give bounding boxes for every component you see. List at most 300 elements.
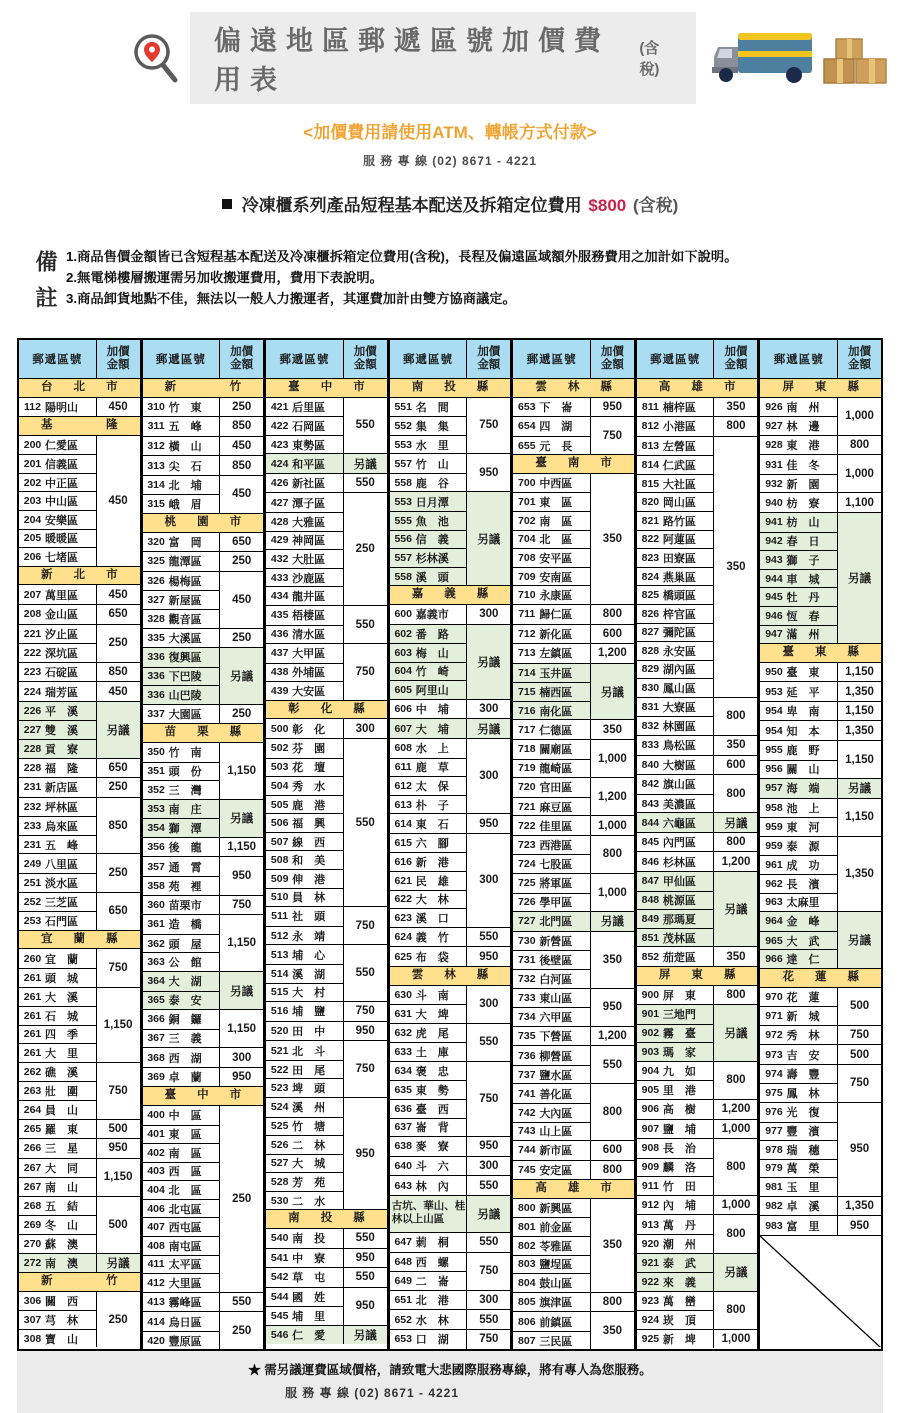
district-group-row <box>513 1045 634 1083</box>
postal-code: 526 <box>270 1138 289 1151</box>
district-cell <box>19 1081 96 1100</box>
district-group-row <box>143 647 264 704</box>
district-group-row <box>513 1026 634 1046</box>
district-cell <box>637 928 714 947</box>
district-cell <box>143 1273 220 1292</box>
district-cell <box>760 436 837 455</box>
district-group-row <box>760 397 881 435</box>
district-name: 南 州 <box>786 401 820 414</box>
postal-code: 648 <box>394 1255 412 1268</box>
postal-code: 556 <box>394 533 412 546</box>
postal-code: 503 <box>270 761 289 774</box>
district-name: 烏日區 <box>168 1316 202 1329</box>
postal-code: 540 <box>270 1232 289 1245</box>
postal-code: 717 <box>518 723 536 736</box>
district-cells <box>760 779 837 798</box>
district-name: 獅 潭 <box>168 823 202 836</box>
postal-code: 207 <box>23 588 42 601</box>
district-name: 名 間 <box>415 401 449 414</box>
district-cells <box>760 398 837 435</box>
district-name: 斗 南 <box>415 989 449 1002</box>
postal-code: 427 <box>270 496 289 509</box>
postal-code: 310 <box>147 400 165 413</box>
region-section-header: 臺中市 <box>266 378 387 397</box>
district-cell <box>19 510 96 529</box>
surcharge-amount-cell: 950 <box>219 1068 263 1087</box>
postal-code: 261 <box>23 1009 42 1022</box>
district-cells <box>513 932 590 988</box>
district-cells <box>390 625 467 699</box>
postal-code: 267 <box>23 1161 42 1174</box>
district-cell <box>637 1234 714 1253</box>
district-cells <box>637 1254 714 1291</box>
postal-code: 320 <box>147 535 165 548</box>
district-cells <box>637 1196 714 1215</box>
district-cell <box>143 1199 220 1218</box>
district-name: 茄萣區 <box>662 951 696 964</box>
postal-code: 308 <box>23 1332 42 1345</box>
postal-code: 261 <box>23 1028 42 1041</box>
district-cell <box>513 1331 590 1350</box>
district-name: 桃源區 <box>662 895 696 908</box>
surcharge-amount-cell: 1,150 <box>219 915 263 971</box>
surcharge-amount-cell: 1,150 <box>837 799 881 836</box>
district-cells <box>513 1141 590 1160</box>
postal-code: 905 <box>641 1084 660 1097</box>
district-cell <box>266 1002 343 1021</box>
postal-code: 266 <box>23 1142 42 1155</box>
district-cell <box>760 625 837 644</box>
postal-code: 327 <box>147 594 165 607</box>
surcharge-amount-cell: 650 <box>219 533 263 552</box>
district-group-row <box>637 1253 758 1291</box>
district-cells <box>143 838 220 857</box>
district-group-row <box>390 1290 511 1310</box>
district-cells <box>19 682 96 701</box>
postal-code: 252 <box>23 895 42 908</box>
district-cell <box>637 474 714 493</box>
region-section-header: 花蓮縣 <box>760 968 881 987</box>
district-cells <box>266 1288 343 1325</box>
district-cell <box>760 1006 837 1025</box>
surcharge-amount-cell: 250 <box>96 778 140 797</box>
district-cell <box>513 664 590 683</box>
district-cell <box>143 1106 220 1125</box>
district-group-row <box>266 1097 387 1209</box>
district-cells <box>19 436 96 566</box>
district-cell <box>637 585 714 604</box>
district-cell <box>143 934 220 953</box>
district-name: 新興區 <box>539 1203 573 1216</box>
district-cells <box>637 1062 714 1099</box>
postal-code: 920 <box>641 1237 660 1250</box>
district-name: 虎 尾 <box>415 1027 449 1040</box>
district-cells <box>143 533 220 552</box>
district-group-row <box>390 927 511 947</box>
district-cell <box>513 778 590 797</box>
postal-code: 848 <box>641 894 660 907</box>
district-group-row <box>637 397 758 417</box>
postal-code: 365 <box>147 994 165 1007</box>
district-cell <box>143 1293 220 1312</box>
district-name: 深坑區 <box>45 647 78 660</box>
district-name: 龍井區 <box>292 591 326 604</box>
district-cell <box>637 1158 714 1177</box>
district-name: 滿 州 <box>786 629 820 642</box>
surcharge-amount-cell: 1,000 <box>837 398 881 435</box>
postal-code: 522 <box>270 1063 289 1076</box>
district-name: 白河區 <box>539 973 573 986</box>
district-name: 卑 南 <box>786 706 820 719</box>
district-group-row <box>637 755 758 775</box>
district-name: 花 蓮 <box>786 991 820 1004</box>
district-cell <box>390 928 467 947</box>
surcharge-amount-cell: 另議 <box>713 1254 757 1291</box>
surcharge-amount-cell: 1,350 <box>837 1197 881 1216</box>
district-cell <box>266 1191 343 1210</box>
surcharge-header-line2: 金額 <box>106 359 130 371</box>
district-cells <box>19 1063 96 1119</box>
district-cells <box>637 833 714 852</box>
surcharge-amount-cell: 250 <box>219 1312 263 1349</box>
surcharge-amount-cell: 1,000 <box>590 874 634 911</box>
district-cell <box>513 492 590 511</box>
postal-code: 811 <box>641 400 659 413</box>
district-cells <box>266 1229 343 1248</box>
postal-code: 831 <box>641 701 660 714</box>
district-name: 恆 春 <box>786 610 820 623</box>
postal-code: 336 <box>147 689 165 702</box>
district-cell <box>390 1157 467 1176</box>
district-name: 路竹區 <box>662 515 696 528</box>
district-cells <box>19 798 96 854</box>
district-cell <box>760 1197 837 1216</box>
district-cell <box>760 721 837 740</box>
district-cells <box>637 756 714 775</box>
district-cells <box>19 949 96 986</box>
district-cell <box>760 587 837 606</box>
postal-code: 411 <box>147 1258 165 1271</box>
district-cell <box>513 1027 590 1046</box>
postal-code: 603 <box>394 646 412 659</box>
district-name: 瑪 家 <box>662 1047 696 1060</box>
district-name: 梧棲區 <box>292 610 326 623</box>
district-cell <box>143 780 220 799</box>
postal-code: 558 <box>394 570 412 583</box>
district-name: 橫 山 <box>168 441 202 454</box>
district-cells <box>637 437 714 697</box>
district-group-row <box>19 892 140 930</box>
district-group-row <box>19 987 140 1062</box>
district-group-row <box>19 1291 140 1348</box>
district-cell <box>637 891 714 910</box>
postal-code: 269 <box>23 1219 42 1232</box>
surcharge-amount-cell: 350 <box>713 437 757 697</box>
district-group-row <box>143 628 264 648</box>
district-group-row <box>513 739 634 777</box>
district-cell <box>143 552 220 571</box>
postal-code: 908 <box>641 1142 660 1155</box>
surcharge-amount-cell: 550 <box>343 1229 387 1248</box>
surcharge-amount-cell: 350 <box>590 474 634 604</box>
district-name: 安平區 <box>539 552 573 565</box>
postal-code: 727 <box>518 915 536 928</box>
district-cells <box>19 663 96 682</box>
district-cell <box>513 1217 590 1236</box>
district-name: 大社區 <box>662 478 696 491</box>
surcharge-amount-cell: 750 <box>466 1330 510 1349</box>
district-group-row <box>637 1004 758 1061</box>
surcharge-amount-cell: 1,350 <box>837 721 881 740</box>
district-name: 新社區 <box>292 478 326 491</box>
district-name: 官田區 <box>539 782 573 795</box>
postal-code: 708 <box>518 551 536 564</box>
surcharge-header-line1: 加價 <box>600 346 624 358</box>
district-cell <box>513 1122 590 1141</box>
surcharge-amount-cell: 950 <box>343 1249 387 1268</box>
district-group-row <box>637 1119 758 1139</box>
surcharge-header-line1: 加價 <box>230 346 254 358</box>
district-cell <box>266 945 343 964</box>
district-name: 瑞 穗 <box>786 1144 820 1157</box>
postal-code: 921 <box>641 1256 660 1269</box>
district-name: 大肚區 <box>292 553 326 566</box>
district-name: 梅 山 <box>415 647 449 660</box>
district-cell <box>760 988 837 1007</box>
region-section-header: 宜蘭縣 <box>19 930 140 949</box>
district-cell <box>513 740 590 759</box>
district-cell <box>760 532 837 551</box>
postal-code: 422 <box>270 419 289 432</box>
district-name: 麻豆區 <box>539 801 573 814</box>
postal-code: 926 <box>765 400 783 413</box>
postal-code: 982 <box>765 1200 783 1213</box>
district-name: 南屯區 <box>168 1240 202 1253</box>
postal-code: 268 <box>23 1200 42 1213</box>
district-cells <box>760 799 837 836</box>
district-cell <box>143 476 220 495</box>
district-cell <box>390 662 467 681</box>
district-cells <box>513 644 590 663</box>
surcharge-header-line2: 金額 <box>477 359 501 371</box>
district-group-row <box>390 833 511 927</box>
district-name: 福 隆 <box>45 762 78 775</box>
district-cell <box>637 678 714 697</box>
district-cells <box>143 800 220 837</box>
postal-code: 814 <box>641 459 660 472</box>
surcharge-amount-cell: 950 <box>466 1137 510 1156</box>
postal-code: 720 <box>518 781 536 794</box>
district-cells <box>19 1197 96 1253</box>
district-name: 竹 山 <box>415 458 449 471</box>
district-cells <box>513 1027 590 1046</box>
postal-code: 307 <box>23 1314 42 1327</box>
postal-code: 602 <box>394 627 412 640</box>
postal-code: 805 <box>518 1296 536 1309</box>
postal-code: 206 <box>23 550 42 563</box>
district-cell <box>513 1084 590 1103</box>
surcharge-header-line2: 金額 <box>848 359 872 371</box>
district-group-row <box>19 1196 140 1253</box>
district-cell <box>143 456 220 475</box>
surcharge-amount-cell: 750 <box>466 1253 510 1290</box>
bullet-square-icon <box>222 199 232 209</box>
district-cells <box>143 1068 220 1087</box>
district-group-row <box>760 681 881 701</box>
district-name: 南化區 <box>539 705 573 718</box>
district-cell <box>266 1041 343 1060</box>
district-cell <box>143 398 220 417</box>
district-name: 國 姓 <box>292 1292 326 1305</box>
postal-code: 826 <box>641 607 660 620</box>
district-group-row <box>760 1215 881 1235</box>
district-name: 溪 州 <box>292 1102 326 1115</box>
district-group-row <box>637 735 758 755</box>
district-cells <box>266 945 343 1001</box>
district-name: 羅 東 <box>45 1123 78 1136</box>
district-name: 將軍區 <box>539 878 573 891</box>
district-name: 冬 山 <box>45 1220 78 1233</box>
district-group-row <box>390 1136 511 1156</box>
district-name: 大 溪 <box>45 991 78 1004</box>
district-group-row <box>760 740 881 778</box>
surcharge-amount-cell: 850 <box>96 798 140 854</box>
region-section-header: 高雄市 <box>513 1179 634 1198</box>
district-cell <box>760 663 837 682</box>
district-cells <box>390 719 467 738</box>
district-name: 中 區 <box>168 1110 202 1123</box>
district-name: 大 湖 <box>168 976 202 989</box>
district-name: 二 水 <box>292 1195 326 1208</box>
district-cells <box>513 874 590 911</box>
surcharge-amount-cell: 另議 <box>219 800 263 837</box>
district-name: 清水區 <box>292 629 326 642</box>
postal-code: 231 <box>23 781 42 794</box>
district-name: 石碇區 <box>45 666 78 679</box>
district-cells <box>637 698 714 735</box>
district-name: 鳳 林 <box>786 1088 820 1101</box>
district-name: 埔 心 <box>292 949 326 962</box>
postal-code: 336 <box>147 651 165 664</box>
surcharge-amount-cell: 950 <box>466 814 510 833</box>
district-cell <box>143 1048 220 1067</box>
surcharge-amount-cell: 1,000 <box>590 816 634 835</box>
postal-code: 845 <box>641 836 660 849</box>
postal-code: 979 <box>765 1162 783 1175</box>
region-section-header: 彰化縣 <box>266 700 387 719</box>
postal-code: 953 <box>765 685 783 698</box>
postal-code: 366 <box>147 1013 165 1026</box>
district-cell <box>513 893 590 912</box>
district-cells <box>19 1120 96 1139</box>
district-name: 楊梅區 <box>168 576 202 589</box>
district-name: 高 樹 <box>662 1104 696 1117</box>
district-cell <box>143 1180 220 1199</box>
postal-code: 840 <box>641 758 660 771</box>
freezer-suffix: (含稅) <box>632 196 679 215</box>
district-group-row <box>143 856 264 894</box>
postal-code: 552 <box>394 419 412 432</box>
district-name: 彰 化 <box>292 723 326 736</box>
surcharge-amount-cell: 750 <box>96 1063 140 1119</box>
district-cell <box>390 947 467 966</box>
district-cell <box>390 1062 467 1081</box>
postal-code: 944 <box>765 572 783 585</box>
postal-code: 654 <box>518 420 536 433</box>
district-cell <box>760 741 837 760</box>
postal-code: 962 <box>765 877 783 890</box>
district-cell <box>637 1310 714 1329</box>
district-cell <box>143 991 220 1010</box>
district-name: 小港區 <box>662 421 696 434</box>
surcharge-amount-cell: 800 <box>590 836 634 873</box>
district-cells <box>390 834 467 927</box>
district-name: 東 河 <box>786 822 820 835</box>
surcharge-amount-cell: 550 <box>466 1176 510 1195</box>
district-cell <box>513 1236 590 1255</box>
district-group-row <box>760 836 881 911</box>
region-section-header: 新竹 <box>19 1272 140 1291</box>
postal-code: 721 <box>518 800 536 813</box>
postal-code: 555 <box>394 514 412 527</box>
postal-code: 830 <box>641 682 660 695</box>
surcharge-amount-cell: 另議 <box>713 872 757 946</box>
postal-code: 955 <box>765 744 783 757</box>
district-group-row <box>760 798 881 836</box>
district-group-row <box>637 436 758 697</box>
district-name: 元 長 <box>539 440 573 453</box>
district-cell <box>143 952 220 971</box>
district-cells <box>390 739 467 813</box>
district-name: 土 庫 <box>415 1047 449 1060</box>
district-cell <box>513 816 590 835</box>
district-cells <box>637 1330 714 1349</box>
district-cells <box>637 1100 714 1119</box>
district-cell <box>266 1288 343 1307</box>
surcharge-amount-cell: 250 <box>219 552 263 571</box>
district-name: 萬 巒 <box>662 1296 696 1309</box>
surcharge-amount-cell: 550 <box>590 1046 634 1083</box>
district-cell <box>637 1292 714 1311</box>
district-name: 北 區 <box>168 1185 202 1198</box>
postal-code: 253 <box>23 914 42 927</box>
region-section-header: 高雄市 <box>637 378 758 397</box>
district-name: 尖 石 <box>168 460 202 473</box>
surcharge-amount-cell: 另議 <box>837 912 881 968</box>
surcharge-amount-cell: 350 <box>713 736 757 755</box>
postal-code: 931 <box>765 458 783 471</box>
postal-code: 812 <box>641 420 660 433</box>
district-name: 前金區 <box>539 1222 573 1235</box>
surcharge-amount-cell: 250 <box>219 398 263 417</box>
district-cell <box>266 644 343 663</box>
district-cells <box>19 398 96 417</box>
district-name: 北 區 <box>539 534 573 547</box>
district-cell <box>19 529 96 548</box>
district-name: 員 林 <box>292 892 326 905</box>
postal-code: 744 <box>518 1144 536 1157</box>
district-cell <box>760 1122 837 1141</box>
postal-code: 528 <box>270 1176 289 1189</box>
postal-code: 262 <box>23 1066 42 1079</box>
postal-code: 354 <box>147 822 165 835</box>
district-name: 集 集 <box>415 420 449 433</box>
district-name: 福 興 <box>292 818 326 831</box>
postal-code: 426 <box>270 477 289 490</box>
district-cells <box>266 474 343 493</box>
district-cells <box>390 1291 467 1310</box>
surcharge-amount-cell: 300 <box>466 1291 510 1310</box>
